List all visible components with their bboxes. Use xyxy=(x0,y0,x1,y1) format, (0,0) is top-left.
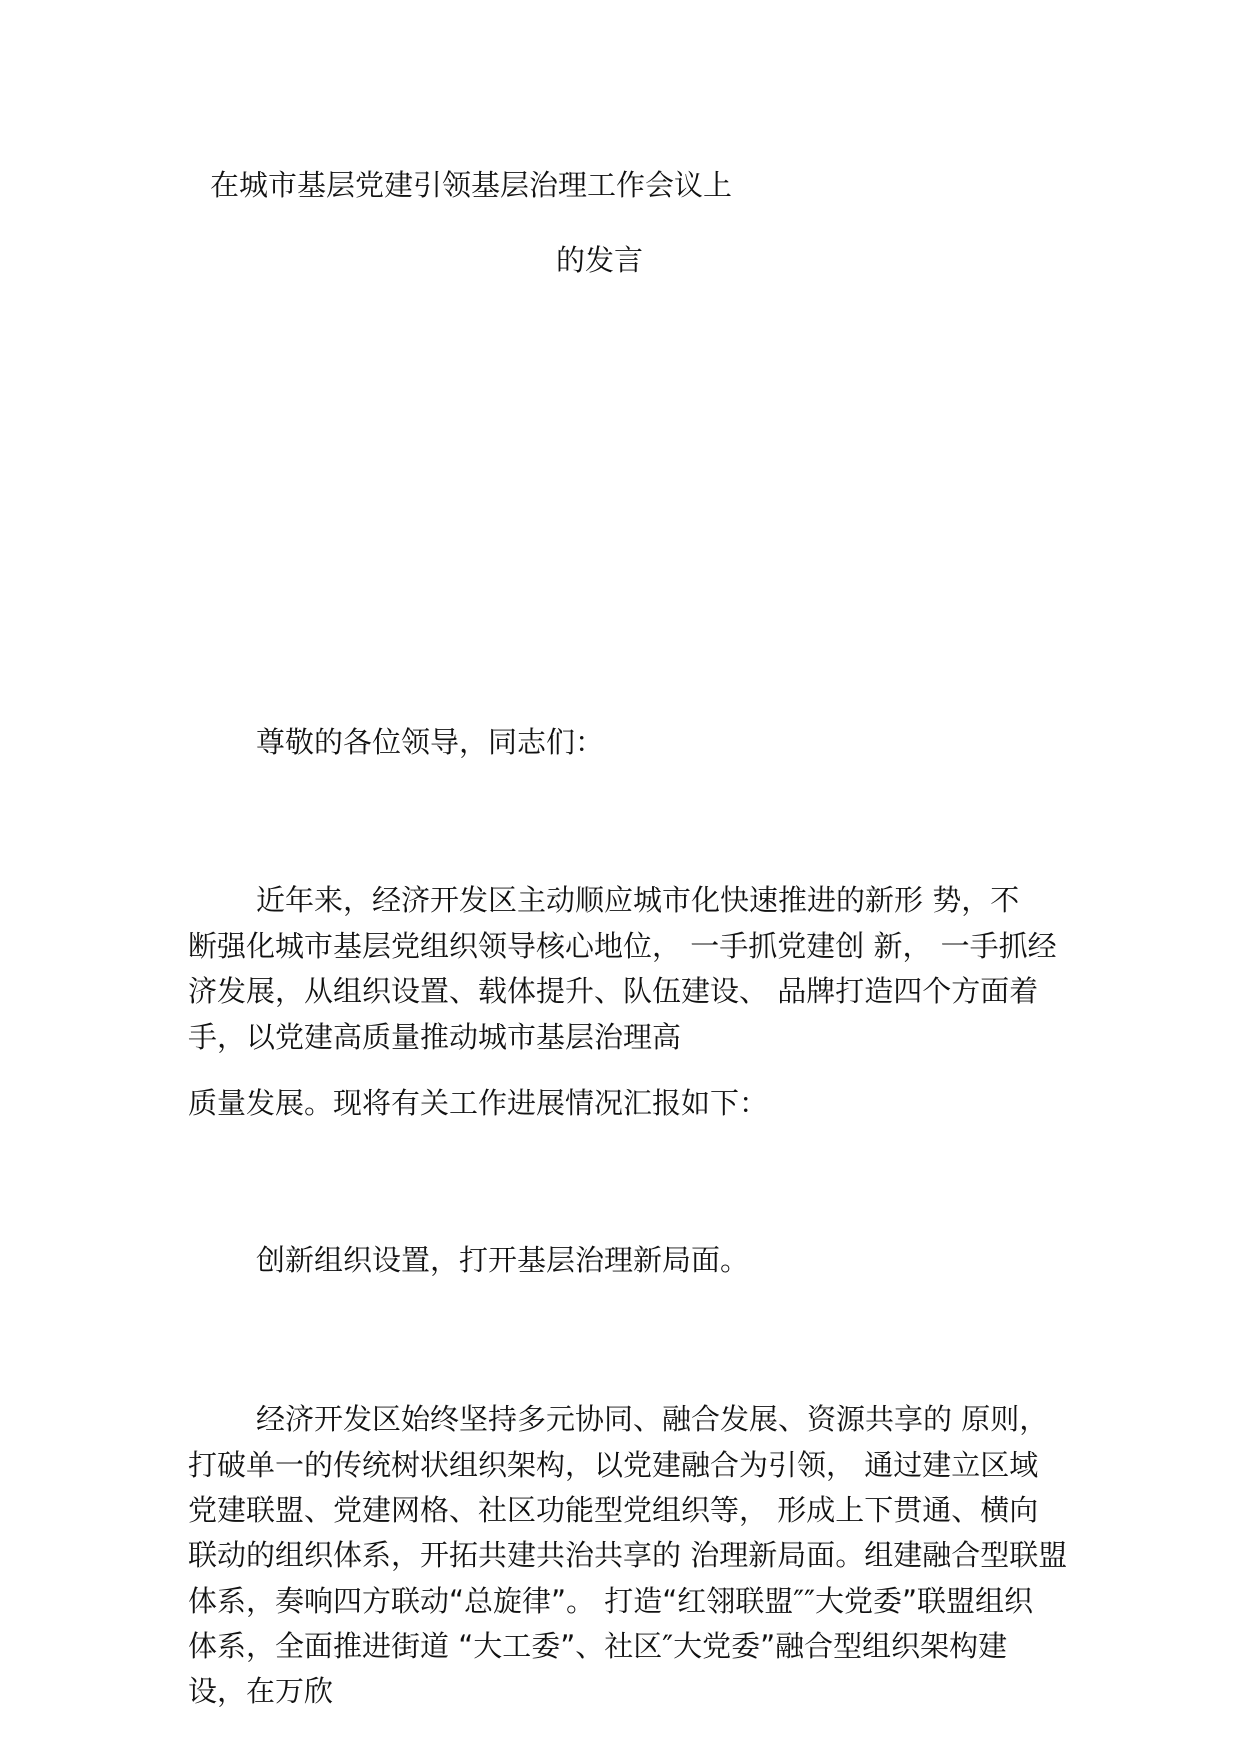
paragraph-2-line: 体系，奏响四方联动“总旋律”。 打造“红翎联盟″″大党委”联盟组织 xyxy=(188,1584,1033,1618)
paragraph-2-line: 设，在万欣 xyxy=(188,1674,334,1708)
paragraph-1-line: 济发展，从组织设置、载体提升、队伍建设、 品牌打造四个方面着 xyxy=(188,974,1039,1008)
section-heading: 创新组织设置，打开基层治理新局面。 xyxy=(256,1243,750,1277)
paragraph-2-line: 联动的组织体系，开拓共建共治共享的 治理新局面。组建融合型联盟 xyxy=(188,1538,1068,1572)
salutation: 尊敬的各位领导，同志们： xyxy=(256,725,605,759)
paragraph-2-line: 经济开发区始终坚持多元协同、融合发展、资源共享的 原则， xyxy=(256,1402,1049,1436)
paragraph-2-line: 打破单一的传统树状组织架构，以党建融合为引领， 通过建立区域 xyxy=(188,1448,1039,1482)
document-title-line-1: 在城市基层党建引领基层治理工作会议上 xyxy=(210,168,733,202)
document-title-line-2: 的发言 xyxy=(556,243,644,277)
paragraph-2-line: 体系，全面推进街道 “大工委”、社区″大党委”融合型组织架构建 xyxy=(188,1629,1008,1663)
paragraph-1-line: 质量发展。现将有关工作进展情况汇报如下： xyxy=(188,1086,769,1120)
paragraph-1-line: 断强化城市基层党组织领导核心地位， 一手抓党建创 新， 一手抓经 xyxy=(188,929,1057,963)
paragraph-1-line: 手，以党建高质量推动城市基层治理高 xyxy=(188,1020,682,1054)
paragraph-1-line: 近年来，经济开发区主动顺应城市化快速推进的新形 势，不 xyxy=(256,883,1020,917)
paragraph-2-line: 党建联盟、党建网格、社区功能型党组织等， 形成上下贯通、横向 xyxy=(188,1493,1039,1527)
